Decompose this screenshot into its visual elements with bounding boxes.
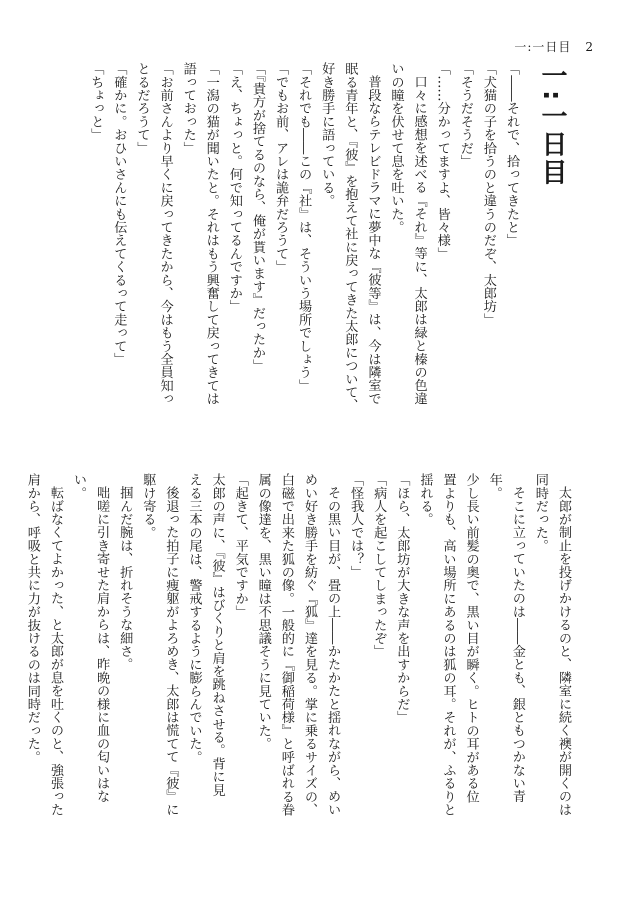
text-column: とるだろうて」 — [134, 62, 150, 155]
text-column: 眠る青年と、『彼』を抱えて社に戻ってきた太郎について、 — [342, 62, 358, 412]
text-column: 「お前さんより早くに戻ってきたから、今はもう全員知っ — [157, 62, 173, 406]
text-column: 「ちょっと」 — [88, 62, 104, 142]
text-column: 語っておった」 — [180, 62, 196, 155]
text-column: 同時だった。 — [532, 473, 548, 553]
text-column: 転ばなくてよかった、と太郎が息を吐くのと、強張った — [47, 486, 63, 817]
text-column: 「え、ちょっと。何で知ってるんですか」 — [226, 62, 242, 313]
text-column: 後退った拍子に痩躯がよろめき、太郎は慌てて『彼』に — [163, 486, 179, 817]
text-column: 「そうだそうだ」 — [457, 62, 473, 168]
text-column: 揺れる。 — [417, 473, 433, 526]
text-column: える三本の尾は、警戒するように膨らんでいた。 — [186, 473, 202, 764]
text-column: そこに立っていたのは――金とも、銀ともつかない青年。 — [486, 473, 525, 803]
text-column: めい好き勝手を紡ぐ『狐』達を見る。掌に乗るサイズの、 — [301, 473, 317, 817]
text-column: 太郎の声に、『彼』はびくりと肩を跳ねさせる。背に見 — [209, 473, 225, 797]
text-column: その黒い目が、畳の上――かたかたと揺れながら、めい — [325, 486, 341, 817]
text-column: 「怪我人では？」 — [348, 473, 364, 579]
text-column: 肩から、呼吸と共に力が抜けるのは同時だった。 — [24, 473, 40, 764]
text-column: 「それでも――この『社』は、そういう場所でしょう」 — [296, 62, 312, 392]
text-column: 咄嗟に引き寄せた肩からは、昨晩の様に血の匂いはない。 — [71, 473, 110, 803]
text-column: 「でもお前、アレは詭弁だろうて」 — [273, 62, 289, 274]
page-number: 2 — [585, 40, 594, 54]
text-column: 「……分かってますよ、皆々様」 — [434, 62, 450, 260]
text-column: 「『貴方が捨てるのなら、俺が貰います』だったか」 — [249, 62, 265, 373]
text-column: 少し長い前髪の奥で、黒い目が瞬く。ヒトの耳がある位 — [463, 473, 479, 803]
text-column: 好き勝手に語っている。 — [319, 62, 335, 208]
text-column: 置よりも、高い場所にあるのは狐の耳。それが、ふるりと — [440, 473, 456, 817]
text-column: 「起きて、平気ですか」 — [232, 473, 248, 619]
chapter-title: 一:一日目 — [537, 62, 567, 187]
text-column: 「確かに。おひいさんにも伝えてくるって走って」 — [111, 62, 127, 366]
upper-text-block — [78, 62, 575, 417]
text-column: 普段ならテレビドラマに夢中な『彼等』は、今は隣室で — [365, 75, 381, 406]
text-column: 白磁で出来た狐の像。一般的に『御稲荷様』と呼ばれる眷 — [278, 473, 294, 817]
lower-text-block — [24, 473, 575, 828]
text-column: いの瞳を伏せて息を吐いた。 — [388, 62, 404, 234]
text-column: 「――それで、拾ってきたと」 — [504, 62, 519, 247]
text-column: 「ほら、太郎坊が大きな声を出すからだ」 — [394, 473, 410, 724]
text-column: 口々に感想を述べる『それ』等に、太郎は緑と榛の色違 — [411, 75, 427, 406]
text-column: 「一潟の猫が聞いたと。それはもう興奮して戻ってきては — [203, 62, 219, 406]
text-column: 駆け寄る。 — [140, 473, 156, 539]
text-column: 太郎が制止を投げかけるのと、隣室に続く襖が開くのは — [556, 486, 571, 817]
header-section: 一:一日目 — [514, 40, 572, 54]
text-column: 「犬猫の子を拾うのと違うのだぞ、太郎坊」 — [480, 62, 496, 326]
text-column: 掴んだ腕は、折れそうな細さ。 — [117, 486, 133, 671]
text-column: 属の像達を、黒い瞳は不思議そうに見ていた。 — [255, 473, 271, 751]
text-column: 「病人を起こしてしまったぞ」 — [371, 473, 387, 658]
running-header — [514, 38, 594, 55]
